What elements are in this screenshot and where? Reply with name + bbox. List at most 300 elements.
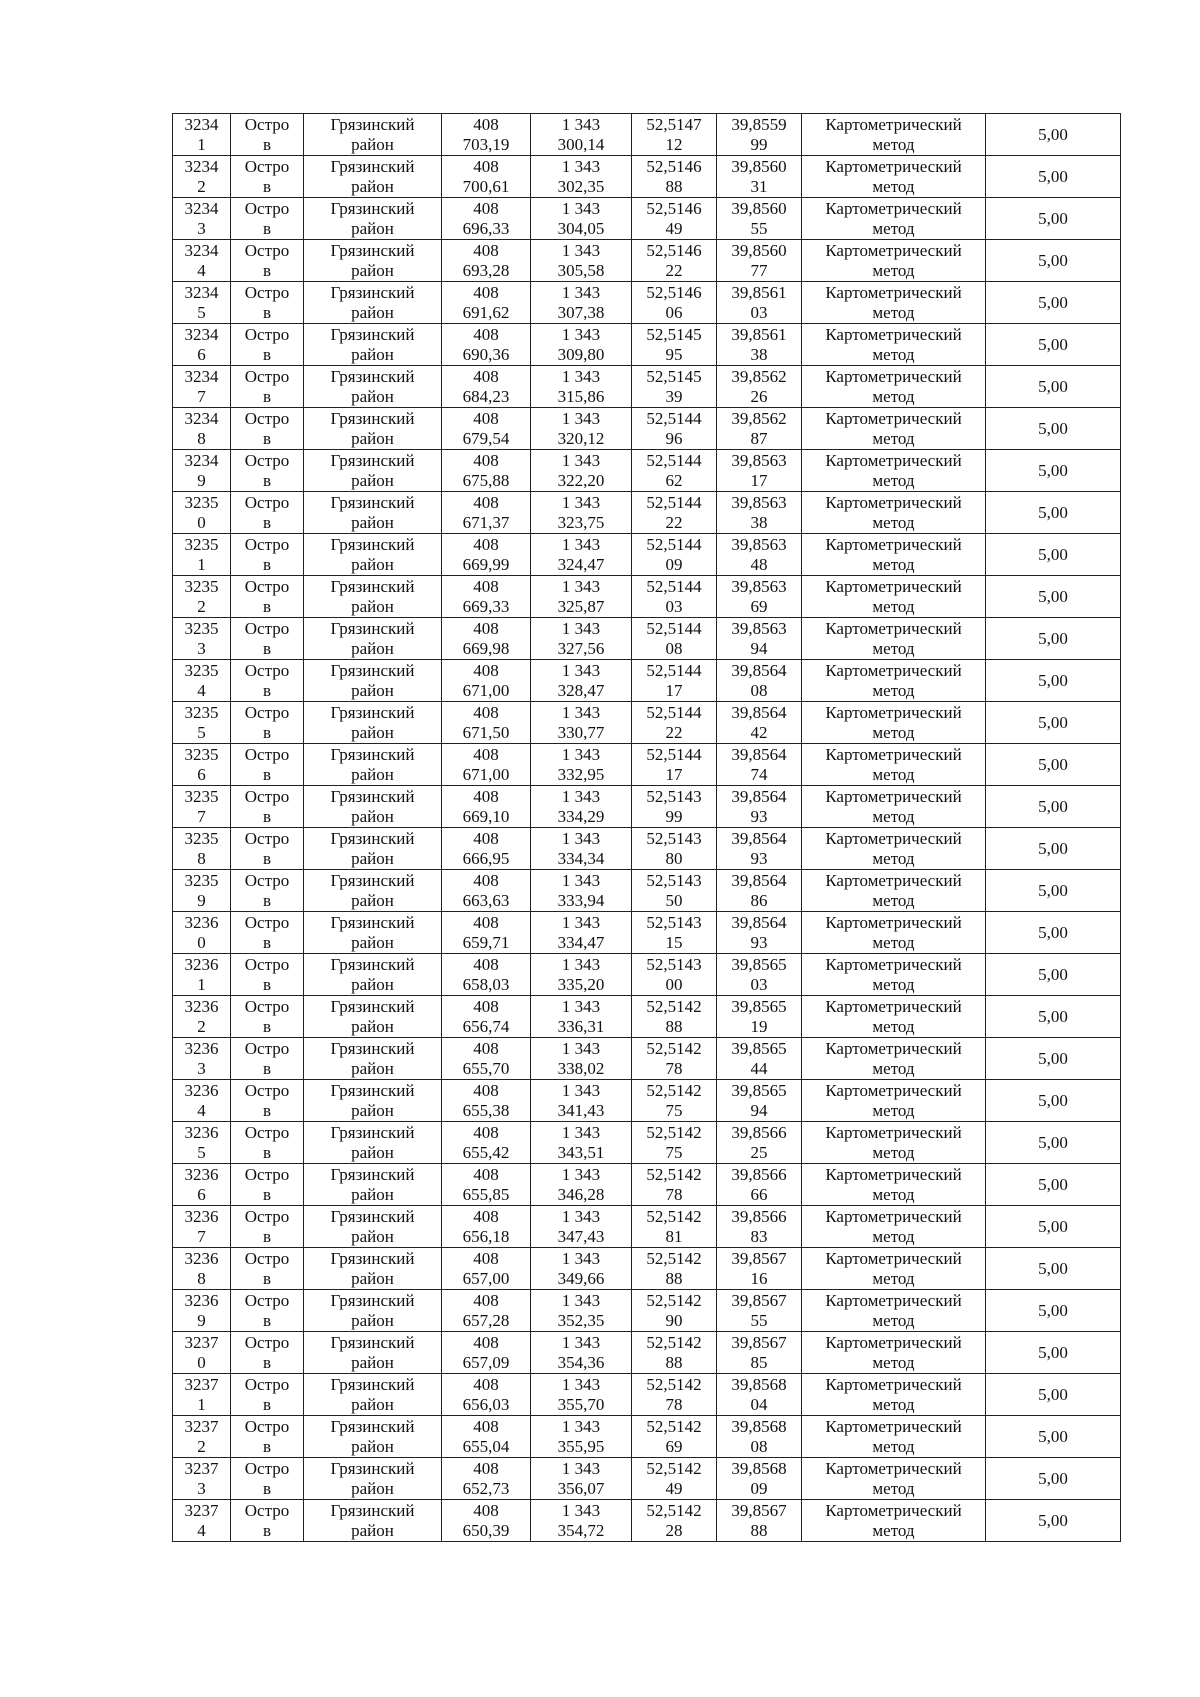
cell-text: 52,5146 [646,198,702,218]
cell-text: в [262,1016,272,1036]
y-coordinate-cell [531,702,632,744]
cell-text: 5,00 [1038,460,1068,480]
cell-text: 408 [473,1500,499,1520]
cell-text: 0 [197,932,206,952]
cell-text: Остро [244,1080,290,1100]
cell-text: в [262,848,272,868]
cell-text: 52,5146 [646,240,702,260]
cell-text: район [351,1520,394,1540]
cell-text: 12 [665,134,683,154]
latitude-cell [632,1080,717,1122]
cell-text: 1 343 [561,618,601,638]
point-number-cell [173,702,231,744]
cell-text: Грязинский [330,198,415,218]
cell-text: 3236 [184,996,219,1016]
cell-text: 655,85 [462,1184,510,1204]
x-coordinate-cell [442,198,531,240]
cell-text: 690,36 [462,344,510,364]
accuracy-cell [986,534,1121,576]
object-name-cell [231,1080,304,1122]
table-row [173,240,1121,282]
cell-text: 5,00 [1038,1342,1068,1362]
accuracy-cell [986,240,1121,282]
y-coordinate-cell [531,828,632,870]
accuracy-cell [986,828,1121,870]
cell-text: 85 [750,1352,768,1372]
object-name-cell [231,1332,304,1374]
point-number-cell [173,870,231,912]
cell-text: 7 [197,386,206,406]
cell-text: 656,03 [462,1394,510,1414]
cell-text: метод [872,890,915,910]
cell-text: 52,5142 [646,1416,702,1436]
cell-text: Картометрический [825,324,962,344]
cell-text: 5,00 [1038,1090,1068,1110]
district-cell [304,534,442,576]
longitude-cell [717,1122,802,1164]
object-name-cell [231,1164,304,1206]
cell-text: 408 [473,282,499,302]
cell-text: Грязинский [330,408,415,428]
cell-text: 52,5142 [646,1290,702,1310]
table-row [173,1038,1121,1080]
cell-text: Картометрический [825,534,962,554]
cell-text: Картометрический [825,1458,962,1478]
district-cell [304,450,442,492]
cell-text: 52,5142 [646,1164,702,1184]
cell-text: 349,66 [557,1268,605,1288]
point-number-cell [173,1374,231,1416]
cell-text: 52,5147 [646,114,702,134]
cell-text: район [351,218,394,238]
cell-text: Грязинский [330,366,415,386]
y-coordinate-cell [531,492,632,534]
cell-text: в [262,1310,272,1330]
cell-text: Остро [244,408,290,428]
cell-text: в [262,260,272,280]
cell-text: 17 [750,470,768,490]
longitude-cell [717,1206,802,1248]
cell-text: 408 [473,366,499,386]
latitude-cell [632,744,717,786]
cell-text: 5,00 [1038,754,1068,774]
accuracy-cell [986,492,1121,534]
cell-text: 323,75 [557,512,605,532]
method-cell [802,618,986,660]
cell-text: 39,8565 [731,1080,787,1100]
latitude-cell [632,618,717,660]
x-coordinate-cell [442,1248,531,1290]
cell-text: 5,00 [1038,334,1068,354]
cell-text: 96 [665,428,683,448]
cell-text: 48 [750,554,768,574]
point-number-cell [173,786,231,828]
object-name-cell [231,492,304,534]
cell-text: Картометрический [825,1374,962,1394]
cell-text: Остро [244,324,290,344]
method-cell [802,408,986,450]
cell-text: 52,5144 [646,744,702,764]
cell-text: 408 [473,450,499,470]
accuracy-cell [986,1206,1121,1248]
cell-text: 5,00 [1038,1426,1068,1446]
cell-text: 39,8561 [731,324,787,344]
point-number-cell [173,912,231,954]
latitude-cell [632,156,717,198]
object-name-cell [231,1458,304,1500]
accuracy-cell [986,1374,1121,1416]
cell-text: в [262,386,272,406]
y-coordinate-cell [531,198,632,240]
method-cell [802,366,986,408]
accuracy-cell [986,366,1121,408]
cell-text: район [351,1310,394,1330]
cell-text: 99 [750,134,768,154]
cell-text: 3237 [184,1458,219,1478]
cell-text: Грязинский [330,996,415,1016]
cell-text: 3235 [184,576,219,596]
cell-text: в [262,1268,272,1288]
x-coordinate-cell [442,744,531,786]
cell-text: 1 343 [561,1248,601,1268]
x-coordinate-cell [442,660,531,702]
table-row [173,744,1121,786]
cell-text: 1 343 [561,1416,601,1436]
cell-text: 5,00 [1038,1384,1068,1404]
cell-text: 659,71 [462,932,510,952]
y-coordinate-cell [531,1248,632,1290]
cell-text: в [262,344,272,364]
accuracy-cell [986,1332,1121,1374]
object-name-cell [231,156,304,198]
cell-text: в [262,890,272,910]
method-cell [802,828,986,870]
table-row [173,366,1121,408]
cell-text: Картометрический [825,1080,962,1100]
latitude-cell [632,450,717,492]
cell-text: 3235 [184,618,219,638]
cell-text: 39,8564 [731,828,787,848]
cell-text: 1 [197,554,206,574]
method-cell [802,282,986,324]
cell-text: 3 [197,638,206,658]
object-name-cell [231,114,304,156]
accuracy-cell [986,1038,1121,1080]
cell-text: 408 [473,492,499,512]
cell-text: Грязинский [330,702,415,722]
cell-text: 3235 [184,828,219,848]
point-number-cell [173,954,231,996]
longitude-cell [717,996,802,1038]
accuracy-cell [986,282,1121,324]
object-name-cell [231,408,304,450]
x-coordinate-cell [442,492,531,534]
cell-text: 2 [197,1016,206,1036]
object-name-cell [231,954,304,996]
x-coordinate-cell [442,1290,531,1332]
cell-text: в [262,722,272,742]
method-cell [802,534,986,576]
cell-text: 88 [750,1520,768,1540]
cell-text: 338,02 [557,1058,605,1078]
cell-text: 3236 [184,1122,219,1142]
point-number-cell [173,828,231,870]
cell-text: в [262,1352,272,1372]
cell-text: метод [872,344,915,364]
cell-text: 356,07 [557,1478,605,1498]
cell-text: 39,8566 [731,1122,787,1142]
x-coordinate-cell [442,870,531,912]
longitude-cell [717,1248,802,1290]
cell-text: метод [872,848,915,868]
accuracy-cell [986,618,1121,660]
cell-text: 1 343 [561,114,601,134]
table-row [173,1374,1121,1416]
cell-text: 679,54 [462,428,510,448]
cell-text: Остро [244,1206,290,1226]
cell-text: 52,5143 [646,912,702,932]
cell-text: Картометрический [825,156,962,176]
cell-text: 5,00 [1038,1300,1068,1320]
accuracy-cell [986,702,1121,744]
method-cell [802,156,986,198]
latitude-cell [632,1374,717,1416]
cell-text: Грязинский [330,1164,415,1184]
cell-text: Грязинский [330,1206,415,1226]
cell-text: 3236 [184,1206,219,1226]
cell-text: 52,5142 [646,1080,702,1100]
accuracy-cell [986,744,1121,786]
cell-text: 1 343 [561,450,601,470]
cell-text: 408 [473,1458,499,1478]
cell-text: Остро [244,1290,290,1310]
accuracy-cell [986,786,1121,828]
cell-text: Остро [244,1374,290,1394]
cell-text: 19 [750,1016,768,1036]
cell-text: 03 [665,596,683,616]
cell-text: 3237 [184,1416,219,1436]
x-coordinate-cell [442,786,531,828]
point-number-cell [173,1416,231,1458]
cell-text: 657,28 [462,1310,510,1330]
table-row [173,954,1121,996]
cell-text: 1 343 [561,1332,601,1352]
cell-text: 52,5142 [646,1206,702,1226]
cell-text: метод [872,680,915,700]
cell-text: 1 343 [561,408,601,428]
cell-text: Картометрический [825,114,962,134]
cell-text: 81 [665,1226,683,1246]
cell-text: 39,8560 [731,198,787,218]
cell-text: район [351,470,394,490]
cell-text: 16 [750,1268,768,1288]
cell-text: Грязинский [330,1122,415,1142]
cell-text: метод [872,302,915,322]
cell-text: в [262,428,272,448]
cell-text: Грязинский [330,870,415,890]
x-coordinate-cell [442,1164,531,1206]
table-row [173,534,1121,576]
cell-text: 9 [197,470,206,490]
cell-text: 408 [473,324,499,344]
cell-text: 52,5146 [646,156,702,176]
cell-text: 305,58 [557,260,605,280]
cell-text: 1 343 [561,996,601,1016]
cell-text: Остро [244,1332,290,1352]
cell-text: Остро [244,282,290,302]
cell-text: 3236 [184,1290,219,1310]
cell-text: 94 [750,1100,768,1120]
method-cell [802,240,986,282]
cell-text: 1 343 [561,828,601,848]
method-cell [802,492,986,534]
cell-text: район [351,344,394,364]
object-name-cell [231,366,304,408]
cell-text: 1 343 [561,744,601,764]
x-coordinate-cell [442,1500,531,1542]
cell-text: район [351,1142,394,1162]
district-cell [304,1164,442,1206]
cell-text: 5,00 [1038,502,1068,522]
cell-text: 52,5142 [646,1500,702,1520]
cell-text: 5,00 [1038,1510,1068,1530]
point-number-cell [173,1248,231,1290]
cell-text: 39,8560 [731,156,787,176]
x-coordinate-cell [442,954,531,996]
cell-text: 99 [665,806,683,826]
cell-text: 408 [473,1080,499,1100]
cell-text: 3237 [184,1374,219,1394]
table-row [173,702,1121,744]
cell-text: 408 [473,198,499,218]
cell-text: 1 [197,1394,206,1414]
cell-text: метод [872,260,915,280]
longitude-cell [717,1164,802,1206]
cell-text: в [262,1142,272,1162]
cell-text: 1 343 [561,660,601,680]
cell-text: 5,00 [1038,1048,1068,1068]
x-coordinate-cell [442,1122,531,1164]
cell-text: 52,5145 [646,324,702,344]
cell-text: Грязинский [330,1500,415,1520]
longitude-cell [717,1458,802,1500]
cell-text: 1 343 [561,240,601,260]
cell-text: 22 [665,512,683,532]
cell-text: 52,5143 [646,786,702,806]
y-coordinate-cell [531,1374,632,1416]
cell-text: 75 [665,1100,683,1120]
cell-text: 3236 [184,954,219,974]
cell-text: 3234 [184,240,219,260]
latitude-cell [632,828,717,870]
cell-text: 1 343 [561,576,601,596]
cell-text: в [262,302,272,322]
y-coordinate-cell [531,114,632,156]
cell-text: 4 [197,260,206,280]
method-cell [802,1080,986,1122]
table-row [173,1458,1121,1500]
cell-text: 658,03 [462,974,510,994]
cell-text: 408 [473,870,499,890]
district-cell [304,408,442,450]
cell-text: 3234 [184,366,219,386]
cell-text: 1 343 [561,786,601,806]
district-cell [304,1416,442,1458]
y-coordinate-cell [531,366,632,408]
point-number-cell [173,282,231,324]
cell-text: Остро [244,366,290,386]
y-coordinate-cell [531,912,632,954]
cell-text: Картометрический [825,954,962,974]
method-cell [802,1500,986,1542]
table-row [173,576,1121,618]
cell-text: 3 [197,1058,206,1078]
cell-text: 9 [197,1310,206,1330]
cell-text: 325,87 [557,596,605,616]
cell-text: метод [872,596,915,616]
accuracy-cell [986,660,1121,702]
method-cell [802,1458,986,1500]
cell-text: метод [872,638,915,658]
latitude-cell [632,786,717,828]
district-cell [304,744,442,786]
longitude-cell [717,744,802,786]
latitude-cell [632,576,717,618]
cell-text: 1 343 [561,1458,601,1478]
cell-text: район [351,554,394,574]
cell-text: 1 343 [561,156,601,176]
cell-text: 1 343 [561,1374,601,1394]
cell-text: 5,00 [1038,292,1068,312]
cell-text: 656,18 [462,1226,510,1246]
table-row [173,1416,1121,1458]
cell-text: Картометрический [825,408,962,428]
longitude-cell [717,240,802,282]
cell-text: 52,5144 [646,450,702,470]
cell-text: 09 [750,1478,768,1498]
x-coordinate-cell [442,1416,531,1458]
latitude-cell [632,366,717,408]
cell-text: 52,5144 [646,576,702,596]
point-number-cell [173,198,231,240]
y-coordinate-cell [531,1038,632,1080]
cell-text: метод [872,554,915,574]
longitude-cell [717,282,802,324]
cell-text: 5,00 [1038,1132,1068,1152]
accuracy-cell [986,996,1121,1038]
accuracy-cell [986,1458,1121,1500]
cell-text: 5 [197,722,206,742]
latitude-cell [632,324,717,366]
cell-text: 5,00 [1038,166,1068,186]
latitude-cell [632,1500,717,1542]
object-name-cell [231,828,304,870]
cell-text: Картометрический [825,1122,962,1142]
cell-text: 52,5144 [646,618,702,638]
cell-text: 408 [473,1332,499,1352]
cell-text: 4 [197,1100,206,1120]
object-name-cell [231,870,304,912]
cell-text: 49 [665,218,683,238]
cell-text: Картометрический [825,618,962,638]
object-name-cell [231,912,304,954]
x-coordinate-cell [442,576,531,618]
cell-text: 3235 [184,786,219,806]
y-coordinate-cell [531,660,632,702]
district-cell [304,618,442,660]
object-name-cell [231,282,304,324]
cell-text: 5,00 [1038,712,1068,732]
